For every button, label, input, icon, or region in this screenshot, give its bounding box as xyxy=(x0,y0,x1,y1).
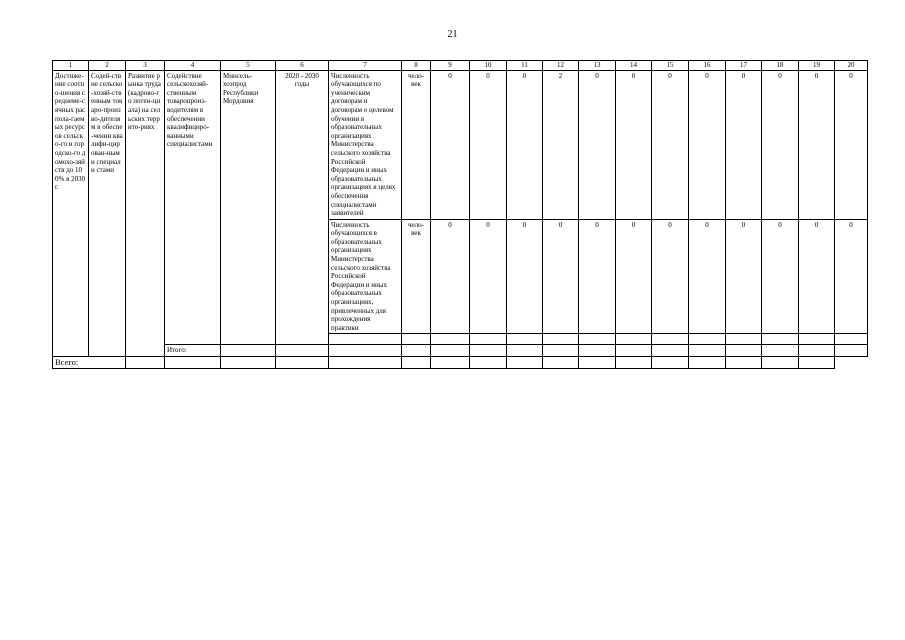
indicator-name: Численность обучающихся в образовательных организациях Министерства сельского хозяйства Российской Федерации и иных образовательных организациях, привлеченных для прохождения практики xyxy=(329,219,402,334)
indicator-value: 0 xyxy=(543,219,579,334)
indicator-value: 0 xyxy=(726,219,762,334)
empty-cell xyxy=(402,345,431,357)
column-number: 3 xyxy=(126,61,165,71)
empty-cell xyxy=(431,345,470,357)
empty-cell xyxy=(431,357,470,369)
indicator-value: 0 xyxy=(507,219,543,334)
empty-cell xyxy=(689,334,726,345)
indicator-value: 0 xyxy=(726,70,762,219)
indicator-value: 0 xyxy=(579,70,616,219)
empty-cell xyxy=(726,334,762,345)
indicator-value: 0 xyxy=(835,219,868,334)
column-number: 1 xyxy=(53,61,89,71)
executor-cell: Минсель-хозпрод Республики Мордовия xyxy=(221,70,276,345)
indicator-value: 0 xyxy=(799,219,835,334)
empty-cell xyxy=(762,357,799,369)
vsego-row xyxy=(53,357,868,369)
column-number: 4 xyxy=(165,61,221,71)
empty-cell xyxy=(276,357,329,369)
page-number: 21 xyxy=(447,29,458,40)
empty-cell xyxy=(507,334,543,345)
empty-cell xyxy=(221,357,276,369)
empty-cell xyxy=(616,357,652,369)
indicator-value: 0 xyxy=(507,70,543,219)
empty-cell xyxy=(652,357,689,369)
indicator-value: 2 xyxy=(543,70,579,219)
column-number-row xyxy=(53,61,868,71)
indicator-value: 0 xyxy=(431,70,470,219)
column-number: 17 xyxy=(726,61,762,71)
empty-cell xyxy=(543,334,579,345)
indicator-name: Численность обучающихся по ученическим договорам и договорам о целевом обучении в образовательных организациях Министерства сельского хозяйства Российской Федерации и иных образовательных организациях в целях обеспечения специалистами заявителей xyxy=(329,70,402,219)
empty-cell xyxy=(799,345,835,357)
itogo-label: Итого: xyxy=(165,345,221,357)
column-number: 14 xyxy=(616,61,652,71)
indicator-unit: чело-век xyxy=(402,70,431,219)
empty-cell xyxy=(402,357,431,369)
empty-cell xyxy=(431,334,470,345)
empty-cell xyxy=(835,334,868,345)
column-number: 16 xyxy=(689,61,726,71)
empty-cell xyxy=(470,334,507,345)
empty-cell xyxy=(329,345,402,357)
empty-cell xyxy=(470,357,507,369)
indicator-value: 0 xyxy=(799,70,835,219)
column-number: 20 xyxy=(835,61,868,71)
empty-cell xyxy=(762,345,799,357)
empty-cell xyxy=(689,345,726,357)
indicator-value: 0 xyxy=(835,70,868,219)
empty-cell xyxy=(799,334,835,345)
empty-cell xyxy=(579,334,616,345)
empty-cell xyxy=(221,345,276,357)
indicator-value: 0 xyxy=(470,70,507,219)
empty-cell xyxy=(652,345,689,357)
empty-cell xyxy=(126,357,165,369)
empty-cell xyxy=(507,345,543,357)
indicator-value: 0 xyxy=(689,70,726,219)
empty-cell xyxy=(329,357,402,369)
indicator-value: 0 xyxy=(616,70,652,219)
column-number: 15 xyxy=(652,61,689,71)
empty-cell xyxy=(402,334,431,345)
empty-cell xyxy=(762,334,799,345)
indicator-value: 0 xyxy=(689,219,726,334)
indicator-value: 0 xyxy=(652,70,689,219)
indicator-unit: чело-век xyxy=(402,219,431,334)
empty-cell xyxy=(616,334,652,345)
column-number: 10 xyxy=(470,61,507,71)
itogo-row xyxy=(53,345,868,357)
indicator-value: 0 xyxy=(579,219,616,334)
column-number: 7 xyxy=(329,61,402,71)
column-number: 13 xyxy=(579,61,616,71)
indicator-value: 0 xyxy=(431,219,470,334)
column-number: 9 xyxy=(431,61,470,71)
empty-cell xyxy=(579,345,616,357)
empty-cell xyxy=(276,345,329,357)
indicator-row xyxy=(53,70,868,219)
empty-cell xyxy=(507,357,543,369)
vsego-label: Всего: xyxy=(53,357,126,369)
indicator-value: 0 xyxy=(616,219,652,334)
column-number: 5 xyxy=(221,61,276,71)
results-table xyxy=(52,60,868,369)
empty-cell xyxy=(652,334,689,345)
empty-cell xyxy=(165,357,221,369)
empty-cell xyxy=(329,334,402,345)
goal-cell: Достиже-ние соотно-шения среднеме-сячных распола-гаемых ресурсов сельско-го и городско-го домохо-зяйств до 100% в 2030 г. xyxy=(53,70,89,356)
event-cell: Содействие сельскохозяй-ственным товаропроиз-водителям в обеспечении квалифициро-ванными специалистами xyxy=(165,70,221,345)
empty-cell xyxy=(689,357,726,369)
indicator-value: 0 xyxy=(652,219,689,334)
empty-cell xyxy=(835,345,868,357)
task-cell: Содей-ствие сельско-хозяй-ственным товаро-произво-дителям в обеспе-чении квалифи-цирован-ными специали стами xyxy=(89,70,126,356)
indicator-value: 0 xyxy=(762,219,799,334)
empty-cell xyxy=(726,357,762,369)
column-number: 12 xyxy=(543,61,579,71)
column-number: 19 xyxy=(799,61,835,71)
empty-cell xyxy=(470,345,507,357)
indicator-value: 0 xyxy=(762,70,799,219)
column-number: 6 xyxy=(276,61,329,71)
indicator-value: 0 xyxy=(470,219,507,334)
period-cell: 2020 - 2030 годы xyxy=(276,70,329,345)
empty-cell xyxy=(799,357,835,369)
column-number: 18 xyxy=(762,61,799,71)
column-number: 11 xyxy=(507,61,543,71)
column-number: 2 xyxy=(89,61,126,71)
area-cell: Развитие рынка труда (кадрово-го потен-циала) на сельских террито-риях xyxy=(126,70,165,356)
column-number: 8 xyxy=(402,61,431,71)
empty-cell xyxy=(543,357,579,369)
empty-cell xyxy=(726,345,762,357)
empty-cell xyxy=(543,345,579,357)
empty-cell xyxy=(579,357,616,369)
empty-cell xyxy=(616,345,652,357)
